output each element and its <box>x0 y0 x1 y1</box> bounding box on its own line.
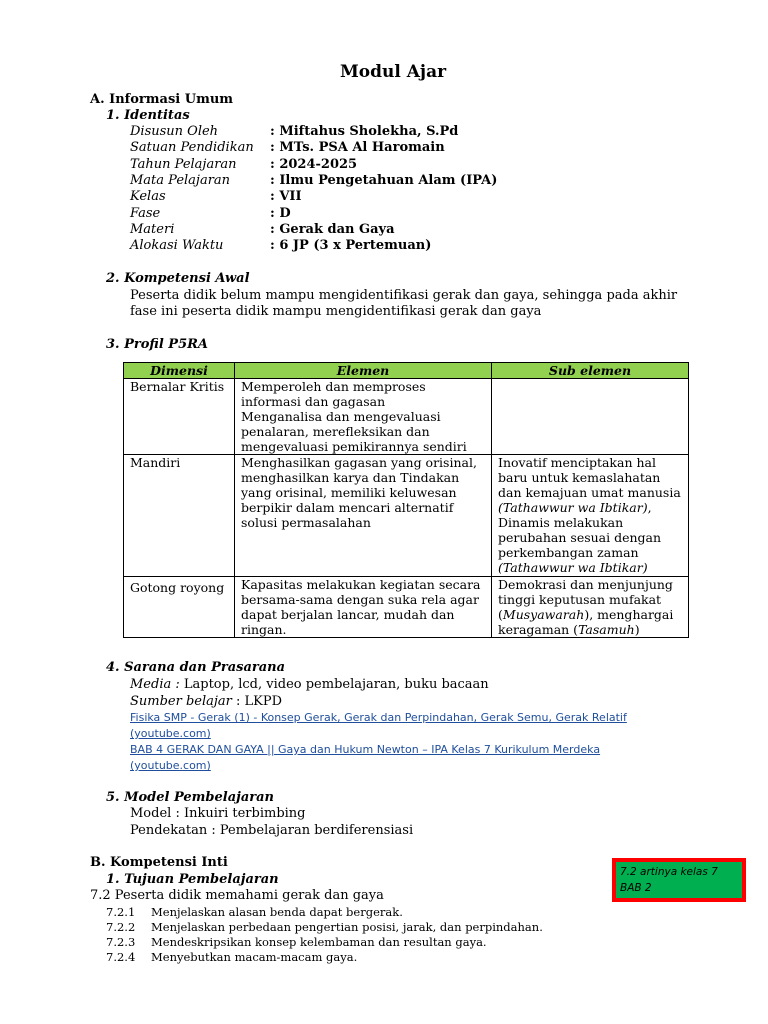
sub-elemen-text: ), menghargai keragaman ( <box>498 607 674 637</box>
profil-table-header <box>124 363 689 379</box>
header-sub-elemen: Sub elemen <box>492 363 689 379</box>
tujuan-item-text: Mendeskripsikan konsep kelembaman dan resultan gaya. <box>151 935 487 949</box>
header-elemen: Elemen <box>235 363 492 379</box>
dimensi-cell: Gotong royong <box>124 577 235 638</box>
note-line-2: BAB 2 <box>620 882 652 894</box>
identitas-label: Alokasi Waktu <box>130 238 224 254</box>
kompetensi-awal-text: Peserta didik belum mampu mengidentifikasi gerak dan gaya, sehingga pada akhir fase ini peserta didik mampu mengidentifikasi gerak dan gaya <box>130 288 678 319</box>
sub-elemen-text: (Tathawwur wa Ibtikar) <box>498 560 648 575</box>
model-heading: 5. Model Pembelajaran <box>106 790 275 805</box>
identitas-value: : Gerak dan Gaya <box>270 221 395 237</box>
sub-elemen-text: Demokrasi dan menjunjung tinggi keputusan mufakat ( <box>498 577 673 622</box>
sub-elemen-cell <box>492 577 689 638</box>
sumber-label: Sumber belajar <box>130 694 232 709</box>
video-link-1[interactable]: Fisika SMP - Gerak (1) - Konsep Gerak, Gerak dan Perpindahan, Gerak Semu, Gerak Relatif <box>130 711 627 724</box>
elemen-cell: Memperoleh dan memproses informasi dan gagasan Menganalisa dan mengevaluasi penalaran, merefleksikan dan mengevaluasi pemikirannya sendiri <box>235 379 492 455</box>
sub-elemen-text: Musyawarah <box>502 607 585 622</box>
dimensi-cell: Mandiri <box>124 455 235 577</box>
video-link-2-source[interactable]: (youtube.com) <box>130 759 211 772</box>
note-line-1: 7.2 artinya kelas 7 <box>620 866 718 878</box>
sub-elemen-text: , Dinamis melakukan perubahan sesuai dengan perkembangan zaman <box>498 500 662 560</box>
identitas-label: Disusun Oleh <box>130 124 219 139</box>
tujuan-item-text: Menyebutkan macam-macam gaya. <box>151 950 358 964</box>
sumber-value: : LKPD <box>231 694 283 709</box>
tujuan-item-number: 7.2.1 <box>106 905 136 919</box>
profil-table <box>123 362 689 638</box>
section-b-heading: B. Kompetensi Inti <box>90 855 228 870</box>
tujuan-heading: 1. Tujuan Pembelajaran <box>106 872 279 887</box>
tujuan-item-number: 7.2.2 <box>106 920 136 934</box>
pendekatan-line: Pendekatan : Pembelajaran berdiferensiasi <box>130 823 414 838</box>
media-value: Laptop, lcd, video pembelajaran, buku bacaan <box>179 677 489 692</box>
identitas-label: Fase <box>130 205 161 221</box>
elemen-cell: Menghasilkan gagasan yang orisinal, menghasilkan karya dan Tindakan yang orisinal, memiliki keluwesan berpikir dalam mencari alternatif solusi permasalahan <box>235 455 492 577</box>
tujuan-item-number: 7.2.3 <box>106 935 136 949</box>
document-title: Modul Ajar <box>339 62 447 82</box>
sub-elemen-text: ) <box>634 622 640 637</box>
identitas-value: : Miftahus Sholekha, S.Pd <box>270 124 459 139</box>
identitas-label: Materi <box>130 221 175 237</box>
identitas-label: Tahun Pelajaran <box>130 156 237 172</box>
section-a-heading: A. Informasi Umum <box>90 92 234 107</box>
note-box <box>612 858 746 902</box>
tujuan-item-text: Menjelaskan alasan benda dapat bergerak. <box>151 905 403 919</box>
identitas-label: Kelas <box>130 189 166 205</box>
sumber-line <box>130 694 282 710</box>
identitas-value: : Ilmu Pengetahuan Alam (IPA) <box>270 172 498 188</box>
sub-elemen-cell <box>492 455 689 577</box>
identitas-label: Mata Pelajaran <box>130 172 231 188</box>
goal-line: 7.2 Peserta didik memahami gerak dan gaya <box>90 888 384 903</box>
identitas-value: : 2024-2025 <box>270 156 358 172</box>
profil-row <box>124 455 689 577</box>
media-line <box>130 677 489 693</box>
tujuan-item-text: Menjelaskan perbedaan pengertian posisi, jarak, dan perpindahan. <box>151 920 543 934</box>
sub-elemen-cell <box>492 379 689 455</box>
video-link-1-source[interactable]: (youtube.com) <box>130 727 211 740</box>
sub-elemen-text: Inovatif menciptakan hal baru untuk kemaslahatan dan kemajuan umat manusia <box>498 455 681 500</box>
profil-row <box>124 577 689 638</box>
sub-elemen-text: Tasamuh <box>578 622 635 637</box>
model-line: Model : Inkuiri terbimbing <box>130 806 306 821</box>
sub-elemen-text: (Tathawwur wa Ibtikar) <box>498 500 648 515</box>
dimensi-cell: Bernalar Kritis <box>124 379 235 455</box>
identitas-label: Satuan Pendidikan <box>130 140 254 156</box>
identitas-value: : VII <box>270 189 302 205</box>
identitas-value: : 6 JP (3 x Pertemuan) <box>270 238 432 254</box>
identitas-value: : D <box>270 205 291 221</box>
profil-heading: 3. Profil P5RA <box>106 337 209 352</box>
sarana-heading: 4. Sarana dan Prasarana <box>106 660 286 675</box>
media-label: Media : <box>130 677 180 692</box>
profil-row <box>124 379 689 455</box>
tujuan-item-number: 7.2.4 <box>106 950 136 964</box>
identitas-heading: 1. Identitas <box>106 108 190 123</box>
video-link-2[interactable]: BAB 4 GERAK DAN GAYA || Gaya dan Hukum Newton – IPA Kelas 7 Kurikulum Merdeka <box>130 743 601 756</box>
header-dimensi: Dimensi <box>124 363 235 379</box>
elemen-cell: Kapasitas melakukan kegiatan secara bersama-sama dengan suka rela agar dapat berjalan lancar, mudah dan ringan. <box>235 577 492 638</box>
identitas-value: : MTs. PSA Al Haromain <box>270 140 445 156</box>
kompetensi-awal-heading: 2. Kompetensi Awal <box>106 271 250 286</box>
